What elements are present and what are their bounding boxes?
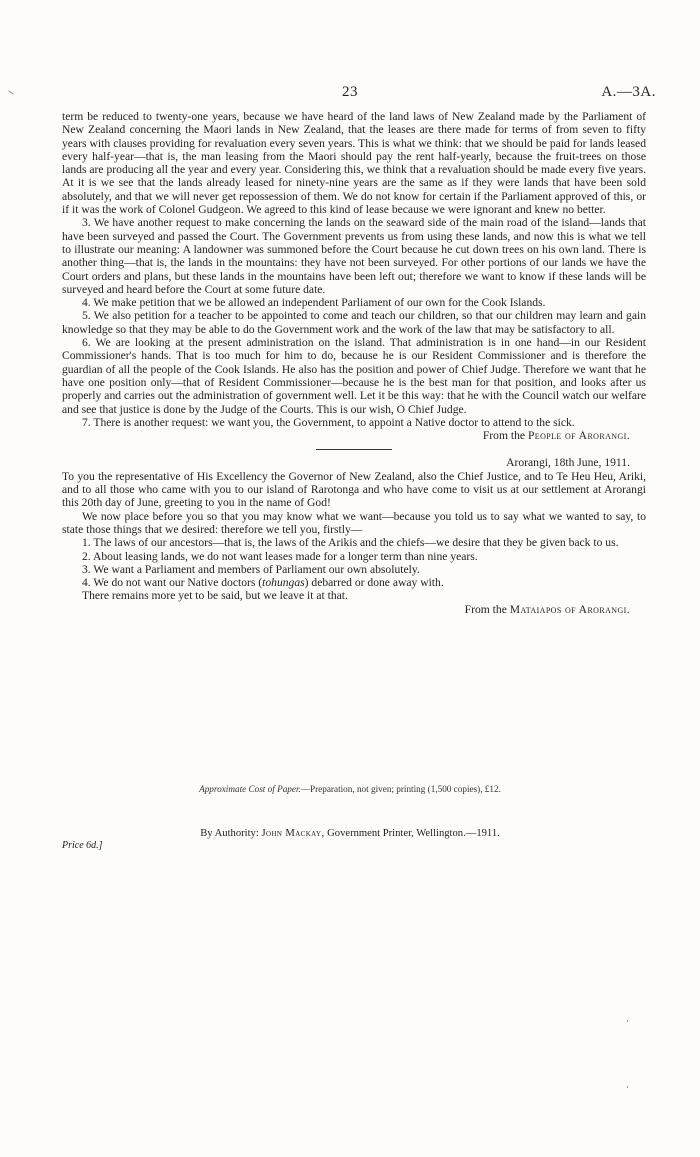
letter-2-paragraph: We now place before you so that you may know what we want—because you told us to say what we wanted to say, to state those things that we desired: therefore we tell you, firstly— — [62, 509, 646, 536]
printer-name: John Mackay, — [261, 828, 325, 839]
margin-mark — [627, 1086, 628, 1088]
paragraph-intro: term be reduced to twenty-one years, because we have heard of the land laws of New Zealand made by the Parliament of New Zealand concerning the Maori lands in New Zealand, that the leases are there made for terms of from seven to fifty years with clauses providing for revaluation every seven years. This is what we think: that we should be paid for lands leased every half-year—that is, the man leasing from the Maori should pay the rent half-yearly, because the fruit-trees on those lands are producing all the year and every year. Considering this, we think that a revaluation should be made every five years. At it is we see that the lands already leased for ninety-nine years are the same as if they were lands that have been sold absolutely, and that we will never get repossession of them. We do not know for certain if the Parliament approved of this, or if it was the work of Colonel Gudgeon. We agreed to this kind of lease because we were ignorant and knew no better. — [62, 110, 646, 217]
letter-2-item-4 — [62, 576, 646, 589]
margin-mark — [627, 1020, 628, 1022]
price-note: Price 6d.] — [62, 840, 103, 851]
letter-2-item-2: 2. About leasing lands, we do not want leases made for a longer term than nine years. — [82, 549, 478, 563]
signature-1-name: People of Arorangi. — [527, 429, 630, 443]
cost-label: Approximate Cost of Paper. — [199, 784, 301, 794]
authority-prefix: By Authority: — [200, 828, 259, 839]
page-number: 23 — [342, 84, 358, 100]
document-body — [62, 110, 646, 616]
authority-suffix: Government Printer, Wellington.—1911. — [327, 828, 500, 839]
letter-2-item-1: 1. The laws of our ancestors—that is, the laws of the Arikis and the chiefs—we desire that they be given back to us. — [82, 536, 619, 550]
document-reference: A.—3A. — [601, 84, 656, 100]
letter-2-item-3: 3. We want a Parliament and members of Parliament our own absolutely. — [82, 562, 420, 576]
cost-of-paper-note — [0, 784, 700, 794]
paragraph-6: 6. We are looking at the present administration on the island. That administration is in one hand—in our Resident Commissioner's hands. That is too much for him to do, because he is our Resident Commissioner and is therefore the guardian of all the people of the Cook Islands. He also has the position and power of Chief Judge. Therefore we want that he have one position only—that of Resident Commissioner—because he is the best man for that position, and looks after us properly and carries out the administration of government well. Let it be this way: that he with the Council watch our welfare and see that justice is done by the Judge of the Courts. This is our wish, O Chief Judge. — [62, 336, 646, 416]
item-4-text-post: ) debarred or done away with. — [304, 576, 444, 590]
paragraph-3: 3. We have another request to make concerning the lands on the seaward side of the main road of the island—lands that have been surveyed and passed the Court. The Government prevents us from using these lands, and now this is what we tell to illustrate our meaning: A landowner was summoned before the Court because he cut down trees on his own land. There is another thing—that is, the lands in the mountains: they have not been surveyed. For other portions of our lands we have the Court orders and plans, but these lands in the mountains have been left out; therefore we want to know if these lands will be surveyed and heard before the Court at some future date. — [62, 216, 646, 296]
item-4-text-pre: 4. We do not want our Native doctors ( — [82, 576, 263, 590]
signature-2 — [62, 603, 646, 616]
letter-2-opening: To you the representative of His Excellency the Governor of New Zealand, also the Chief Justice, and to Te Heu Heu, Ariki, and to all those who came with you to our island of Rarotonga and who have come to visit us at our settlement at Arorangi this 20th day of June, greeting to you in the name of God! — [62, 469, 646, 510]
dateline: Arorangi, 18th June, 1911. — [506, 456, 630, 470]
signature-1 — [62, 429, 646, 442]
paragraph-5: 5. We also petition for a teacher to be appointed to come and teach our children, so that our children may learn and gain knowledge so that they may be able to do the Government work and the work of the law that may be satisfactory to all. — [62, 309, 646, 336]
paragraph-7: 7. There is another request: we want you, the Government, to appoint a Native doctor to attend to the sick. — [82, 415, 575, 429]
letter-2-closing: There remains more yet to be said, but we leave it at that. — [82, 589, 348, 603]
signature-2-from: From the — [464, 602, 507, 616]
item-4-italic-term: tohungas — [262, 576, 305, 590]
section-divider — [316, 449, 392, 450]
cost-text: —Preparation, not given; printing (1,500 copies), £12. — [300, 784, 501, 794]
printing-authority — [0, 828, 700, 839]
paragraph-4: 4. We make petition that we be allowed an independent Parliament of our own for the Cook Islands. — [82, 296, 546, 310]
signature-1-from: From the — [482, 429, 526, 443]
signature-2-name: Mataiapos of Arorangi. — [509, 602, 630, 616]
